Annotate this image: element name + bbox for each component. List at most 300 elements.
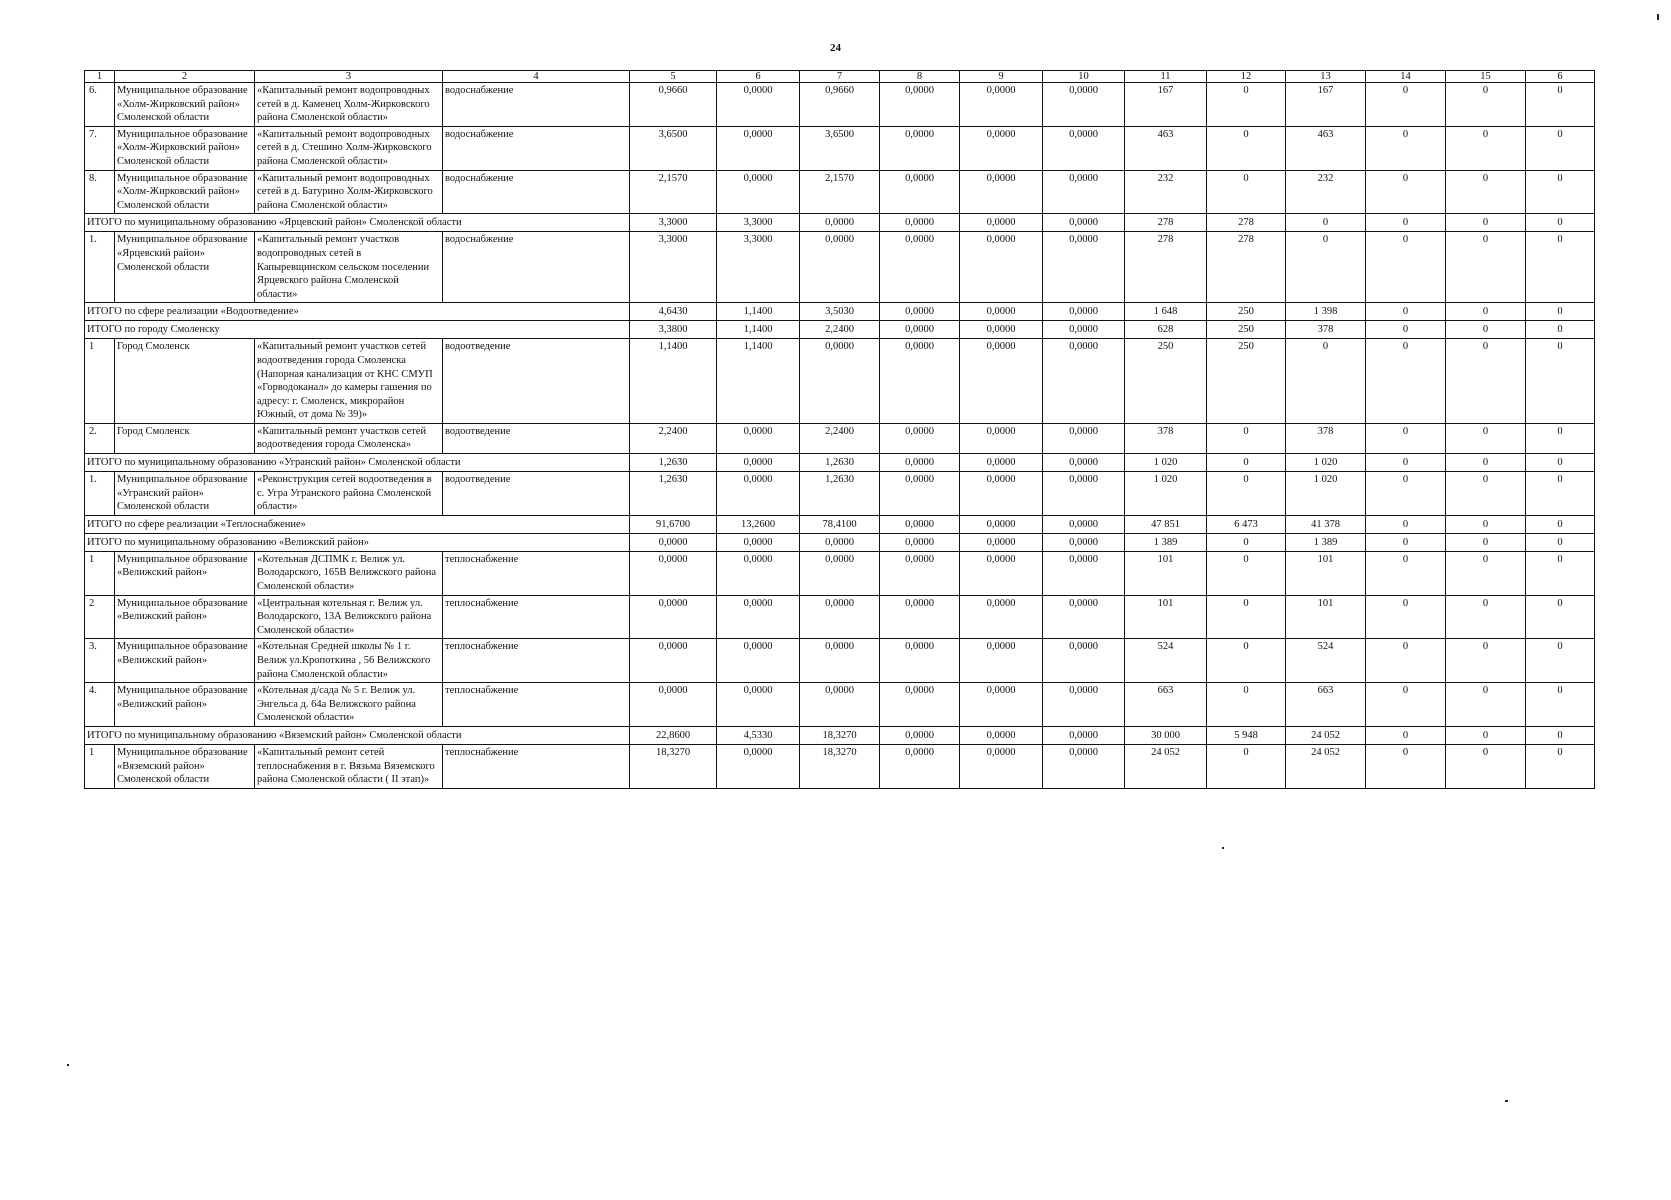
value-cell: 628: [1125, 321, 1207, 339]
value-cell: 0: [1207, 744, 1286, 788]
value-cell: 0,0000: [717, 454, 800, 472]
value-cell: 0,0000: [880, 170, 960, 214]
value-cell: 0: [1207, 683, 1286, 727]
value-cell: 0: [1446, 83, 1526, 127]
value-cell: 0,0000: [800, 639, 880, 683]
row-kind: водоотведение: [443, 339, 630, 424]
table-row: [85, 595, 1595, 639]
value-cell: 0: [1366, 744, 1446, 788]
value-cell: 0,0000: [960, 126, 1043, 170]
value-cell: 232: [1125, 170, 1207, 214]
value-cell: 0,9660: [630, 83, 717, 127]
total-row: [85, 214, 1595, 232]
value-cell: 0: [1207, 595, 1286, 639]
value-cell: 1 389: [1125, 533, 1207, 551]
row-kind: водоснабжение: [443, 170, 630, 214]
row-object: «Капитальный ремонт водопроводных сетей в д. Батурино Холм-Жирковского района Смоленской области»: [255, 170, 443, 214]
value-cell: 663: [1286, 683, 1366, 727]
value-cell: 0: [1526, 321, 1595, 339]
row-kind: водоснабжение: [443, 126, 630, 170]
value-cell: 101: [1286, 595, 1366, 639]
value-cell: 0,0000: [880, 726, 960, 744]
value-cell: 0: [1526, 454, 1595, 472]
row-index: 4.: [85, 683, 115, 727]
value-cell: 0,0000: [960, 551, 1043, 595]
table-row: [85, 639, 1595, 683]
column-header-11: 11: [1125, 71, 1207, 83]
value-cell: 0,0000: [880, 126, 960, 170]
value-cell: 0,0000: [717, 472, 800, 516]
value-cell: 0,0000: [1043, 744, 1125, 788]
value-cell: 0: [1366, 639, 1446, 683]
column-header-2: 2: [115, 71, 255, 83]
row-entity: Муниципальное образование «Угранский район» Смоленской области: [115, 472, 255, 516]
column-header-row: [85, 71, 1595, 83]
value-cell: 0: [1446, 744, 1526, 788]
value-cell: 0,0000: [880, 454, 960, 472]
total-label: ИТОГО по муниципальному образованию «Ярцевский район» Смоленской области: [85, 214, 630, 232]
value-cell: 1 648: [1125, 303, 1207, 321]
value-cell: 0,0000: [960, 454, 1043, 472]
value-cell: 0,0000: [1043, 472, 1125, 516]
value-cell: 30 000: [1125, 726, 1207, 744]
value-cell: 0,0000: [880, 533, 960, 551]
column-header-6: 6: [717, 71, 800, 83]
value-cell: 0,0000: [880, 232, 960, 303]
total-row: [85, 454, 1595, 472]
scan-speck: [1222, 847, 1224, 849]
value-cell: 0: [1526, 595, 1595, 639]
value-cell: 0,0000: [960, 533, 1043, 551]
value-cell: 0: [1446, 533, 1526, 551]
row-entity: Муниципальное образование «Велижский район»: [115, 639, 255, 683]
column-header-9: 9: [960, 71, 1043, 83]
column-header-5: 5: [630, 71, 717, 83]
row-index: 1: [85, 744, 115, 788]
value-cell: 250: [1207, 321, 1286, 339]
value-cell: 3,3000: [717, 214, 800, 232]
value-cell: 0: [1526, 339, 1595, 424]
value-cell: 24 052: [1286, 744, 1366, 788]
table-body: [85, 83, 1595, 789]
value-cell: 4,5330: [717, 726, 800, 744]
value-cell: 1 389: [1286, 533, 1366, 551]
value-cell: 0,0000: [1043, 533, 1125, 551]
value-cell: 0,0000: [960, 83, 1043, 127]
value-cell: 378: [1286, 423, 1366, 453]
value-cell: 3,3000: [630, 232, 717, 303]
value-cell: 0: [1366, 232, 1446, 303]
value-cell: 0: [1446, 726, 1526, 744]
value-cell: 18,3270: [800, 726, 880, 744]
total-row: [85, 533, 1595, 551]
row-index: 3.: [85, 639, 115, 683]
row-kind: теплоснабжение: [443, 683, 630, 727]
value-cell: 3,6500: [630, 126, 717, 170]
value-cell: 1,2630: [800, 454, 880, 472]
value-cell: 0,0000: [880, 339, 960, 424]
value-cell: 0: [1207, 533, 1286, 551]
total-row: [85, 515, 1595, 533]
value-cell: 0,0000: [1043, 726, 1125, 744]
value-cell: 0,0000: [717, 744, 800, 788]
total-row: [85, 321, 1595, 339]
row-kind: теплоснабжение: [443, 595, 630, 639]
value-cell: 0,0000: [960, 423, 1043, 453]
column-header-15: 15: [1446, 71, 1526, 83]
value-cell: 18,3270: [800, 744, 880, 788]
value-cell: 0: [1366, 726, 1446, 744]
value-cell: 0: [1526, 126, 1595, 170]
column-header-16: 6: [1526, 71, 1595, 83]
value-cell: 24 052: [1286, 726, 1366, 744]
value-cell: 0: [1526, 551, 1595, 595]
value-cell: 0: [1526, 423, 1595, 453]
column-header-4: 4: [443, 71, 630, 83]
value-cell: 0: [1286, 339, 1366, 424]
column-header-1: 1: [85, 71, 115, 83]
value-cell: 0: [1526, 533, 1595, 551]
value-cell: 0,0000: [717, 126, 800, 170]
value-cell: 0: [1207, 170, 1286, 214]
value-cell: 0,0000: [630, 595, 717, 639]
total-row: [85, 303, 1595, 321]
value-cell: 101: [1125, 551, 1207, 595]
row-entity: Муниципальное образование «Велижский район»: [115, 551, 255, 595]
value-cell: 0: [1526, 303, 1595, 321]
row-object: «Капитальный ремонт сетей теплоснабжения в г. Вязьма Вяземского района Смоленской области ( II этап)»: [255, 744, 443, 788]
table-row: [85, 423, 1595, 453]
value-cell: 0,0000: [630, 551, 717, 595]
value-cell: 4,6430: [630, 303, 717, 321]
value-cell: 250: [1207, 339, 1286, 424]
row-object: «Капитальный ремонт участков сетей водоотведения города Смоленска»: [255, 423, 443, 453]
value-cell: 0,0000: [800, 683, 880, 727]
value-cell: 0: [1526, 744, 1595, 788]
value-cell: 0,0000: [717, 423, 800, 453]
value-cell: 1 020: [1125, 454, 1207, 472]
value-cell: 378: [1286, 321, 1366, 339]
value-cell: 0,0000: [800, 214, 880, 232]
value-cell: 0,0000: [880, 472, 960, 516]
value-cell: 0,0000: [717, 533, 800, 551]
column-header-14: 14: [1366, 71, 1446, 83]
value-cell: 0,0000: [717, 595, 800, 639]
value-cell: 2,1570: [800, 170, 880, 214]
value-cell: 0: [1286, 214, 1366, 232]
value-cell: 0: [1207, 454, 1286, 472]
total-label: ИТОГО по сфере реализации «Теплоснабжение»: [85, 515, 630, 533]
scan-speck: [1505, 1100, 1508, 1102]
value-cell: 0: [1446, 595, 1526, 639]
value-cell: 0,0000: [800, 595, 880, 639]
row-object: «Котельная д/сада № 5 г. Велиж ул. Энгельса д. 64а Велижского района Смоленской области»: [255, 683, 443, 727]
value-cell: 0,0000: [717, 639, 800, 683]
value-cell: 1,1400: [717, 321, 800, 339]
table-row: [85, 339, 1595, 424]
row-entity: Муниципальное образование «Велижский район»: [115, 683, 255, 727]
value-cell: 3,5030: [800, 303, 880, 321]
value-cell: 0,0000: [880, 595, 960, 639]
page-number: 24: [830, 42, 841, 54]
value-cell: 0: [1446, 639, 1526, 683]
value-cell: 0,0000: [960, 595, 1043, 639]
value-cell: 18,3270: [630, 744, 717, 788]
value-cell: 0: [1526, 515, 1595, 533]
value-cell: 41 378: [1286, 515, 1366, 533]
value-cell: 0,0000: [800, 533, 880, 551]
value-cell: 0: [1526, 472, 1595, 516]
value-cell: 0,0000: [880, 83, 960, 127]
row-object: «Капитальный ремонт участков сетей водоотведения города Смоленска (Напорная канализация от КНС СМУП «Горводоканал» до камеры гашения по адресу: г. Смоленск, микрорайон Южный, от дома № 39)»: [255, 339, 443, 424]
value-cell: 0: [1366, 551, 1446, 595]
row-index: 2.: [85, 423, 115, 453]
value-cell: 0: [1366, 515, 1446, 533]
value-cell: 0,0000: [960, 744, 1043, 788]
value-cell: 0,0000: [1043, 423, 1125, 453]
value-cell: 0,0000: [1043, 83, 1125, 127]
value-cell: 0: [1526, 170, 1595, 214]
value-cell: 0,0000: [1043, 639, 1125, 683]
value-cell: 22,8600: [630, 726, 717, 744]
value-cell: 0,0000: [630, 533, 717, 551]
value-cell: 0: [1207, 639, 1286, 683]
value-cell: 0: [1366, 214, 1446, 232]
value-cell: 278: [1125, 214, 1207, 232]
row-object: «Капитальный ремонт водопроводных сетей в д. Стешино Холм-Жирковского района Смоленской области»: [255, 126, 443, 170]
value-cell: 0: [1366, 423, 1446, 453]
value-cell: 0,0000: [1043, 214, 1125, 232]
value-cell: 0,0000: [960, 472, 1043, 516]
value-cell: 5 948: [1207, 726, 1286, 744]
total-label: ИТОГО по сфере реализации «Водоотведение»: [85, 303, 630, 321]
value-cell: 0,0000: [1043, 232, 1125, 303]
value-cell: 91,6700: [630, 515, 717, 533]
value-cell: 0,0000: [800, 551, 880, 595]
value-cell: 0: [1366, 454, 1446, 472]
value-cell: 0,0000: [1043, 683, 1125, 727]
value-cell: 0,0000: [960, 303, 1043, 321]
row-index: 6.: [85, 83, 115, 127]
value-cell: 0,0000: [880, 551, 960, 595]
row-entity: Муниципальное образование «Ярцевский район» Смоленской области: [115, 232, 255, 303]
value-cell: 278: [1207, 232, 1286, 303]
value-cell: 0: [1526, 214, 1595, 232]
value-cell: 2,2400: [800, 321, 880, 339]
report-table: [84, 70, 1595, 789]
row-index: 7.: [85, 126, 115, 170]
value-cell: 0,0000: [1043, 595, 1125, 639]
value-cell: 0: [1526, 232, 1595, 303]
value-cell: 250: [1125, 339, 1207, 424]
value-cell: 0,0000: [630, 639, 717, 683]
value-cell: 47 851: [1125, 515, 1207, 533]
value-cell: 250: [1207, 303, 1286, 321]
value-cell: 0: [1366, 321, 1446, 339]
column-header-7: 7: [800, 71, 880, 83]
scan-speck: [67, 1064, 69, 1066]
value-cell: 0,0000: [960, 214, 1043, 232]
value-cell: 0: [1366, 339, 1446, 424]
column-header-8: 8: [880, 71, 960, 83]
value-cell: 1,1400: [717, 303, 800, 321]
row-kind: водоотведение: [443, 423, 630, 453]
value-cell: 0: [1446, 472, 1526, 516]
value-cell: 0: [1446, 303, 1526, 321]
value-cell: 0: [1446, 683, 1526, 727]
row-kind: теплоснабжение: [443, 744, 630, 788]
value-cell: 0: [1366, 472, 1446, 516]
value-cell: 524: [1125, 639, 1207, 683]
value-cell: 0,0000: [630, 683, 717, 727]
value-cell: 0,0000: [800, 232, 880, 303]
row-index: 1.: [85, 232, 115, 303]
value-cell: 0,0000: [960, 232, 1043, 303]
value-cell: 0,0000: [960, 515, 1043, 533]
row-entity: Муниципальное образование «Холм-Жирковский район» Смоленской области: [115, 126, 255, 170]
column-header-3: 3: [255, 71, 443, 83]
row-index: 1: [85, 551, 115, 595]
value-cell: 1,2630: [800, 472, 880, 516]
row-kind: теплоснабжение: [443, 639, 630, 683]
value-cell: 2,2400: [630, 423, 717, 453]
value-cell: 0,0000: [800, 339, 880, 424]
row-kind: водоснабжение: [443, 83, 630, 127]
row-object: «Котельная ДСПМК г. Велиж ул. Володарского, 165В Велижского района Смоленской области»: [255, 551, 443, 595]
value-cell: 0: [1446, 339, 1526, 424]
table-row: [85, 83, 1595, 127]
column-header-10: 10: [1043, 71, 1125, 83]
value-cell: 0: [1366, 170, 1446, 214]
value-cell: 0,0000: [880, 744, 960, 788]
value-cell: 0,0000: [880, 515, 960, 533]
value-cell: 0,0000: [1043, 551, 1125, 595]
column-header-13: 13: [1286, 71, 1366, 83]
value-cell: 0: [1207, 126, 1286, 170]
total-label: ИТОГО по муниципальному образованию «Угранский район» Смоленской области: [85, 454, 630, 472]
value-cell: 0: [1207, 83, 1286, 127]
value-cell: 0: [1446, 214, 1526, 232]
row-entity: Муниципальное образование «Велижский район»: [115, 595, 255, 639]
row-object: «Котельная Средней школы № 1 г. Велиж ул.Кропоткина , 56 Велижского района Смоленской области»: [255, 639, 443, 683]
value-cell: 24 052: [1125, 744, 1207, 788]
value-cell: 0: [1446, 454, 1526, 472]
value-cell: 0: [1446, 423, 1526, 453]
row-object: «Капитальный ремонт участков водопроводных сетей в Капыревщинском сельском поселении Ярцевского района Смоленской области»: [255, 232, 443, 303]
value-cell: 278: [1125, 232, 1207, 303]
value-cell: 0,0000: [960, 170, 1043, 214]
value-cell: 0,0000: [717, 683, 800, 727]
scan-speck: [1657, 14, 1659, 20]
column-header-12: 12: [1207, 71, 1286, 83]
value-cell: 0: [1446, 126, 1526, 170]
value-cell: 167: [1286, 83, 1366, 127]
value-cell: 0: [1207, 472, 1286, 516]
value-cell: 0,0000: [880, 214, 960, 232]
value-cell: 0: [1207, 551, 1286, 595]
value-cell: 1,2630: [630, 472, 717, 516]
value-cell: 0: [1366, 533, 1446, 551]
value-cell: 0,0000: [960, 639, 1043, 683]
row-object: «Капитальный ремонт водопроводных сетей в д. Каменец Холм-Жирковского района Смоленской области»: [255, 83, 443, 127]
row-object: «Реконструкция сетей водоотведения в с. Угра Угранского района Смоленской области»: [255, 472, 443, 516]
value-cell: 0,0000: [1043, 321, 1125, 339]
table-row: [85, 232, 1595, 303]
value-cell: 0: [1446, 170, 1526, 214]
row-index: 1.: [85, 472, 115, 516]
row-kind: водоотведение: [443, 472, 630, 516]
value-cell: 0: [1526, 726, 1595, 744]
value-cell: 0: [1366, 83, 1446, 127]
value-cell: 0,0000: [1043, 126, 1125, 170]
value-cell: 232: [1286, 170, 1366, 214]
table-row: [85, 551, 1595, 595]
value-cell: 1 398: [1286, 303, 1366, 321]
value-cell: 0,0000: [717, 551, 800, 595]
value-cell: 0: [1446, 515, 1526, 533]
total-label: ИТОГО по муниципальному образованию «Вяземский район» Смоленской области: [85, 726, 630, 744]
value-cell: 101: [1286, 551, 1366, 595]
value-cell: 1 020: [1125, 472, 1207, 516]
value-cell: 0,0000: [1043, 339, 1125, 424]
value-cell: 167: [1125, 83, 1207, 127]
value-cell: 0: [1366, 683, 1446, 727]
row-entity: Муниципальное образование «Вяземский район» Смоленской области: [115, 744, 255, 788]
value-cell: 0,0000: [960, 683, 1043, 727]
value-cell: 6 473: [1207, 515, 1286, 533]
value-cell: 0: [1207, 423, 1286, 453]
value-cell: 0,0000: [717, 83, 800, 127]
value-cell: 1,1400: [630, 339, 717, 424]
value-cell: 0,0000: [1043, 170, 1125, 214]
table-row: [85, 472, 1595, 516]
value-cell: 278: [1207, 214, 1286, 232]
value-cell: 0,0000: [960, 339, 1043, 424]
row-kind: теплоснабжение: [443, 551, 630, 595]
table-row: [85, 170, 1595, 214]
row-entity: Город Смоленск: [115, 423, 255, 453]
value-cell: 2,2400: [800, 423, 880, 453]
value-cell: 0: [1366, 303, 1446, 321]
value-cell: 0: [1526, 683, 1595, 727]
value-cell: 0: [1366, 126, 1446, 170]
row-index: 1: [85, 339, 115, 424]
table-row: [85, 126, 1595, 170]
row-object: «Центральная котельная г. Велиж ул. Володарского, 13А Велижского района Смоленской области»: [255, 595, 443, 639]
value-cell: 0,0000: [1043, 515, 1125, 533]
row-entity: Город Смоленск: [115, 339, 255, 424]
value-cell: 1 020: [1286, 454, 1366, 472]
value-cell: 0: [1366, 595, 1446, 639]
value-cell: 0,0000: [960, 726, 1043, 744]
row-entity: Муниципальное образование «Холм-Жирковский район» Смоленской области: [115, 170, 255, 214]
value-cell: 0,0000: [880, 683, 960, 727]
value-cell: 378: [1125, 423, 1207, 453]
value-cell: 3,6500: [800, 126, 880, 170]
value-cell: 1 020: [1286, 472, 1366, 516]
value-cell: 0,0000: [1043, 454, 1125, 472]
value-cell: 2,1570: [630, 170, 717, 214]
value-cell: 0,9660: [800, 83, 880, 127]
value-cell: 0,0000: [880, 639, 960, 683]
row-kind: водоснабжение: [443, 232, 630, 303]
value-cell: 0,0000: [880, 303, 960, 321]
value-cell: 0,0000: [880, 423, 960, 453]
value-cell: 0: [1526, 83, 1595, 127]
value-cell: 0,0000: [960, 321, 1043, 339]
value-cell: 0,0000: [880, 321, 960, 339]
value-cell: 1,1400: [717, 339, 800, 424]
